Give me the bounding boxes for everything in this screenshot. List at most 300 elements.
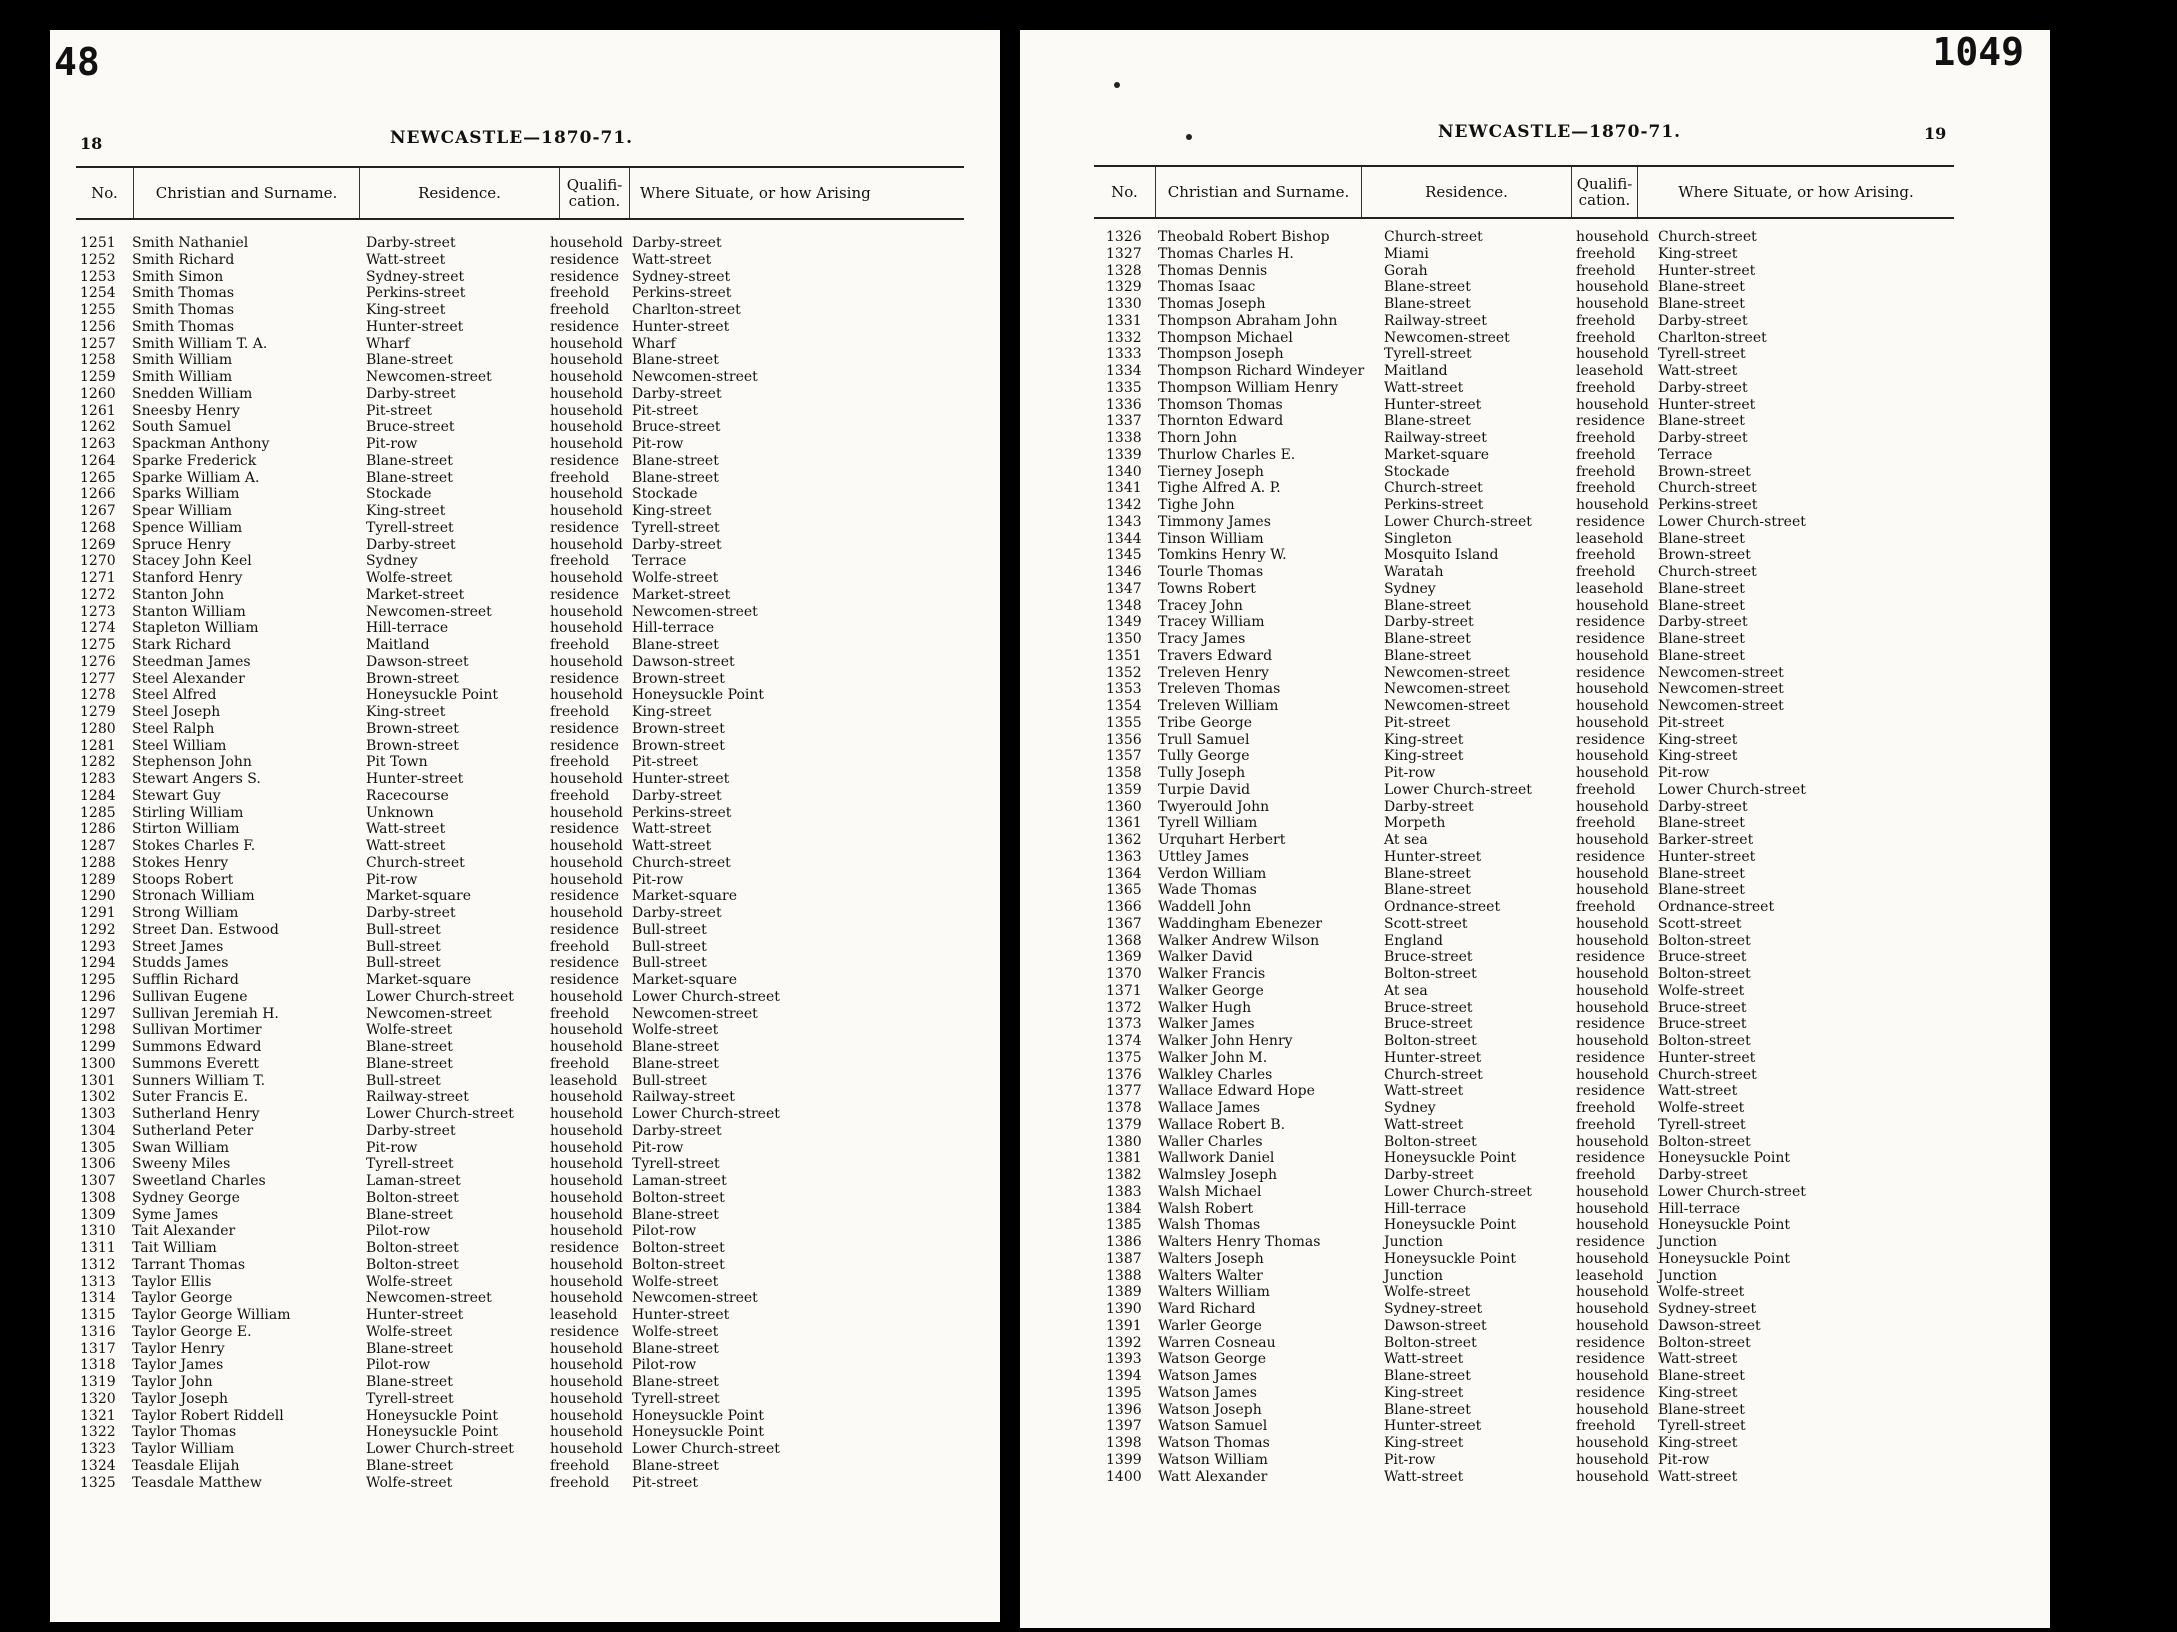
entry-name: Uttley James: [1158, 848, 1249, 865]
entry-qualification: residence: [550, 921, 620, 938]
entry-qualification: household: [550, 536, 623, 553]
entry-name: Walker Hugh: [1158, 999, 1252, 1016]
entry-where-situate: Blane-street: [632, 452, 719, 469]
entry-residence: Perkins-street: [1384, 497, 1484, 513]
entry-residence: Honeysuckle Point: [1384, 1150, 1516, 1167]
table-row: [80, 972, 960, 989]
entry-where-situate: Pit-row: [632, 436, 684, 452]
entry-name: Tomkins Henry W.: [1158, 547, 1287, 564]
entry-number: 1347: [1106, 580, 1142, 597]
entry-number: 1397: [1106, 1418, 1142, 1435]
entry-residence: Blane-street: [1384, 1368, 1471, 1384]
table-row: [80, 955, 960, 972]
table-row: [1106, 1033, 1986, 1050]
entry-number: 1309: [80, 1206, 116, 1223]
table-row: [1106, 614, 1986, 631]
entry-qualification: freehold: [1576, 446, 1636, 463]
entry-name: Walker John M.: [1158, 1049, 1268, 1066]
entry-number: 1295: [80, 972, 116, 988]
entry-number: 1288: [80, 854, 116, 871]
entry-where-situate: Barker-street: [1658, 832, 1754, 848]
entry-residence: Stockade: [1384, 463, 1450, 480]
entry-qualification: household: [550, 503, 623, 519]
entry-number: 1337: [1106, 413, 1142, 430]
entry-residence: Bull-street: [366, 1072, 441, 1089]
entry-where-situate: Perkins-street: [632, 285, 732, 302]
entry-number: 1330: [1106, 296, 1142, 312]
entry-number: 1307: [80, 1173, 116, 1189]
entry-number: 1366: [1106, 899, 1142, 915]
table-row: [80, 486, 960, 503]
entry-where-situate: Pilot-row: [632, 1357, 697, 1374]
entry-where-situate: Laman-street: [632, 1173, 727, 1189]
entry-number: 1287: [80, 838, 116, 854]
entry-number: 1293: [80, 938, 116, 955]
entry-name: Taylor George William: [132, 1307, 291, 1323]
entry-number: 1388: [1106, 1267, 1142, 1284]
entry-where-situate: Blane-street: [1658, 1368, 1745, 1384]
table-row: [80, 537, 960, 554]
table-row: [80, 754, 960, 771]
entry-residence: Bull-street: [366, 921, 441, 938]
entry-name: Twyerould John: [1158, 798, 1270, 815]
entry-number: 1362: [1106, 832, 1142, 848]
table-row: [80, 1391, 960, 1408]
entry-qualification: freehold: [1576, 815, 1636, 832]
entry-where-situate: Newcomen-street: [632, 603, 758, 620]
table-row: [80, 922, 960, 939]
entry-qualification: household: [1576, 346, 1649, 363]
entry-qualification: household: [1576, 497, 1649, 513]
entry-residence: Darby-street: [1384, 1167, 1474, 1183]
entry-number: 1270: [80, 553, 116, 570]
entry-residence: King-street: [366, 302, 446, 318]
entry-residence: Bolton-street: [1384, 966, 1477, 982]
entry-number: 1312: [80, 1256, 116, 1273]
entry-residence: Newcomen-street: [1384, 664, 1510, 681]
entry-name: Taylor Henry: [132, 1340, 225, 1357]
entry-number: 1296: [80, 988, 116, 1005]
entry-residence: Perkins-street: [366, 285, 466, 302]
entry-name: Swan William: [132, 1139, 230, 1156]
table-row: [80, 704, 960, 721]
entry-qualification: household: [550, 905, 623, 921]
table-row: [1106, 799, 1986, 816]
entry-number: 1291: [80, 905, 116, 921]
entry-where-situate: Blane-street: [632, 637, 719, 653]
table-row: [80, 1073, 960, 1090]
entry-qualification: household: [1576, 915, 1649, 932]
entry-residence: Sydney-street: [366, 268, 465, 285]
entry-qualification: household: [1576, 966, 1649, 982]
entry-residence: Watt-street: [1384, 1468, 1464, 1485]
entry-residence: Wolfe-street: [366, 570, 453, 586]
entry-number: 1384: [1106, 1200, 1142, 1217]
table-row: [1106, 849, 1986, 866]
entry-number: 1399: [1106, 1451, 1142, 1468]
entry-residence: Railway-street: [1384, 312, 1487, 329]
table-row: [1106, 1217, 1986, 1234]
entry-residence: Newcomen-street: [1384, 329, 1510, 346]
entry-name: Sutherland Peter: [132, 1122, 254, 1139]
entry-qualification: household: [550, 687, 623, 704]
entry-name: Watson James: [1158, 1368, 1257, 1384]
entry-where-situate: Watt-street: [1658, 1468, 1738, 1485]
entry-where-situate: Brown-street: [1658, 547, 1751, 564]
entry-number: 1299: [80, 1039, 116, 1055]
entry-residence: Darby-street: [366, 1122, 456, 1139]
entry-residence: Honeysuckle Point: [1384, 1217, 1516, 1234]
entry-qualification: residence: [550, 888, 620, 905]
entry-qualification: household: [550, 1290, 623, 1307]
entry-residence: Sydney: [1384, 580, 1436, 597]
entry-residence: Blane-street: [1384, 279, 1471, 296]
table-row: [80, 302, 960, 319]
entry-number: 1395: [1106, 1384, 1142, 1401]
entry-residence: Mosquito Island: [1384, 547, 1499, 564]
entry-qualification: household: [550, 385, 623, 402]
entry-where-situate: Stockade: [632, 486, 698, 503]
header-no: No.: [76, 168, 134, 218]
entry-qualification: household: [550, 771, 623, 787]
entry-where-situate: King-street: [1658, 245, 1738, 262]
entry-name: Walker John Henry: [1158, 1033, 1293, 1049]
entry-residence: Pit-street: [366, 402, 432, 419]
entry-qualification: household: [550, 653, 623, 670]
entry-residence: Market-square: [366, 972, 471, 988]
entry-qualification: freehold: [1576, 564, 1636, 580]
entry-residence: Darby-street: [1384, 798, 1474, 815]
table-row: [1106, 514, 1986, 531]
table-row: [1106, 1284, 1986, 1301]
entry-where-situate: Bull-street: [632, 921, 707, 938]
entry-where-situate: Honeysuckle Point: [1658, 1217, 1790, 1234]
left-page: [50, 30, 1000, 1622]
entry-qualification: household: [1576, 1368, 1649, 1384]
entry-where-situate: Tyrell-street: [632, 1390, 720, 1407]
table-row: [1106, 296, 1986, 313]
entry-residence: Scott-street: [1384, 915, 1468, 932]
entry-number: 1391: [1106, 1317, 1142, 1334]
entry-where-situate: Bruce-street: [632, 419, 721, 436]
entry-where-situate: Hill-terrace: [1658, 1200, 1741, 1217]
table-row: [80, 369, 960, 386]
entry-qualification: freehold: [550, 754, 610, 771]
entry-name: Walters William: [1158, 1284, 1270, 1301]
table-row: [80, 503, 960, 520]
entry-qualification: household: [550, 838, 623, 854]
entry-qualification: household: [1576, 1401, 1649, 1418]
entry-qualification: household: [1576, 932, 1649, 949]
entry-number: 1331: [1106, 312, 1142, 329]
table-row: [80, 352, 960, 369]
table-row: [1106, 882, 1986, 899]
entry-number: 1283: [80, 771, 116, 787]
table-row: [1106, 966, 1986, 983]
entry-residence: Blane-street: [366, 352, 453, 369]
entry-where-situate: Darby-street: [1658, 430, 1748, 446]
entry-residence: Dawson-street: [366, 653, 469, 670]
header-qualification: Qualifi-cation.: [1572, 167, 1638, 217]
table-row: [80, 1190, 960, 1207]
entry-number: 1251: [80, 235, 116, 251]
entry-name: South Samuel: [132, 419, 232, 436]
entry-where-situate: Market-square: [632, 972, 737, 988]
entry-name: Taylor James: [132, 1357, 224, 1374]
table-row: [1106, 1100, 1986, 1117]
entry-name: Taylor John: [132, 1374, 213, 1390]
entry-name: Tighe John: [1158, 497, 1235, 513]
entry-name: Waddingham Ebenezer: [1158, 915, 1323, 932]
entry-number: 1349: [1106, 614, 1142, 631]
entry-number: 1342: [1106, 497, 1142, 513]
entry-qualification: freehold: [1576, 1116, 1636, 1133]
entry-name: Tully Joseph: [1158, 765, 1246, 781]
entry-qualification: household: [1576, 1133, 1649, 1150]
entry-qualification: residence: [550, 586, 620, 603]
entry-name: Sparke William A.: [132, 469, 260, 486]
entry-where-situate: Tyrell-street: [632, 1156, 720, 1173]
entry-qualification: household: [1576, 882, 1649, 899]
entry-where-situate: Newcomen-street: [632, 369, 758, 385]
table-row: [80, 855, 960, 872]
entry-qualification: household: [550, 603, 623, 620]
entry-number: 1308: [80, 1189, 116, 1206]
entry-where-situate: King-street: [1658, 1435, 1738, 1451]
entry-name: Stacey John Keel: [132, 553, 252, 570]
entry-residence: Watt-street: [1384, 1083, 1464, 1100]
entry-residence: Blane-street: [1384, 296, 1471, 312]
entry-name: Treleven Thomas: [1158, 681, 1281, 698]
entry-residence: Wolfe-street: [1384, 1284, 1471, 1301]
entry-where-situate: Wolfe-street: [1658, 982, 1745, 999]
table-row: [1106, 1335, 1986, 1352]
entry-where-situate: Pit-row: [632, 1139, 684, 1156]
entry-qualification: freehold: [1576, 312, 1636, 329]
entry-residence: Railway-street: [1384, 430, 1487, 446]
entry-name: Thurlow Charles E.: [1158, 446, 1296, 463]
entry-residence: Blane-street: [366, 1206, 453, 1223]
entry-residence: Blane-street: [366, 452, 453, 469]
entry-where-situate: Brown-street: [1658, 463, 1751, 480]
entry-residence: Wolfe-street: [366, 1323, 453, 1340]
entry-name: Smith William: [132, 352, 233, 369]
entry-qualification: household: [550, 1206, 623, 1223]
entry-residence: Newcomen-street: [366, 369, 492, 385]
table-row: [1106, 899, 1986, 916]
table-row: [1106, 581, 1986, 598]
table-row: [1106, 229, 1986, 246]
table-row: [1106, 1201, 1986, 1218]
table-row: [1106, 279, 1986, 296]
entry-qualification: household: [550, 1256, 623, 1273]
entry-where-situate: Wolfe-street: [632, 570, 719, 586]
table-row: [1106, 1351, 1986, 1368]
entry-name: Taylor Thomas: [132, 1424, 237, 1441]
entry-number: 1383: [1106, 1183, 1142, 1200]
entry-number: 1373: [1106, 1016, 1142, 1033]
entry-where-situate: Blane-street: [632, 1374, 719, 1390]
entry-qualification: freehold: [1576, 430, 1636, 446]
entry-number: 1278: [80, 687, 116, 704]
entry-where-situate: Blane-street: [632, 1039, 719, 1055]
entry-name: Tarrant Thomas: [132, 1256, 246, 1273]
ink-dot: [1114, 82, 1120, 88]
entry-number: 1298: [80, 1022, 116, 1039]
entry-qualification: freehold: [1576, 1418, 1636, 1435]
entry-residence: Brown-street: [366, 720, 459, 737]
entry-where-situate: Scott-street: [1658, 915, 1742, 932]
entry-name: Turpie David: [1158, 781, 1251, 798]
entry-number: 1380: [1106, 1133, 1142, 1150]
entry-where-situate: Blane-street: [1658, 279, 1745, 296]
entry-number: 1344: [1106, 530, 1142, 547]
table-row: [1106, 346, 1986, 363]
entry-qualification: household: [550, 486, 623, 503]
entry-qualification: household: [1576, 865, 1649, 882]
entry-residence: Pit-row: [1384, 765, 1436, 781]
entry-name: Treleven Henry: [1158, 664, 1269, 681]
entry-residence: Bolton-street: [1384, 1334, 1477, 1351]
entry-where-situate: Hunter-street: [1658, 1049, 1756, 1066]
entry-residence: Wolfe-street: [366, 1474, 453, 1491]
entry-where-situate: King-street: [632, 704, 712, 720]
entry-number: 1358: [1106, 765, 1142, 781]
entry-name: Ward Richard: [1158, 1301, 1256, 1317]
entry-qualification: residence: [1576, 848, 1646, 865]
table-row: [1106, 1234, 1986, 1251]
entry-name: Spear William: [132, 503, 233, 519]
entry-qualification: household: [1576, 999, 1649, 1016]
entry-where-situate: Blane-street: [632, 469, 719, 486]
table-row: [1106, 1435, 1986, 1452]
table-row: [1106, 313, 1986, 330]
entry-where-situate: Bolton-street: [1658, 1133, 1751, 1150]
table-row: [80, 1408, 960, 1425]
entry-where-situate: Blane-street: [1658, 815, 1745, 832]
entry-residence: Lower Church-street: [1384, 1183, 1532, 1200]
entry-number: 1323: [80, 1441, 116, 1457]
entry-qualification: freehold: [550, 1005, 610, 1022]
entry-residence: King-street: [1384, 731, 1464, 748]
entry-qualification: freehold: [550, 469, 610, 486]
entry-name: Stirling William: [132, 804, 244, 821]
entry-number: 1394: [1106, 1368, 1142, 1384]
entry-name: Tourle Thomas: [1158, 564, 1264, 580]
entry-name: Sutherland Henry: [132, 1106, 260, 1122]
entry-residence: Watt-street: [1384, 1116, 1464, 1133]
entry-number: 1281: [80, 737, 116, 754]
entry-number: 1321: [80, 1407, 116, 1424]
entry-where-situate: Terrace: [632, 553, 687, 570]
entry-number: 1363: [1106, 848, 1142, 865]
entry-qualification: residence: [1576, 1384, 1646, 1401]
entry-number: 1264: [80, 452, 116, 469]
header-where-situate: Where Situate, or how Arising.: [1678, 183, 1914, 201]
entry-residence: Hill-terrace: [1384, 1200, 1467, 1217]
entry-qualification: freehold: [1576, 1167, 1636, 1183]
entry-qualification: household: [1576, 1284, 1649, 1301]
entry-number: 1325: [80, 1474, 116, 1491]
entry-name: Summons Everett: [132, 1055, 259, 1072]
entry-number: 1300: [80, 1055, 116, 1072]
entry-residence: Waratah: [1384, 564, 1444, 580]
entry-number: 1368: [1106, 932, 1142, 949]
table-row: [1106, 464, 1986, 481]
entry-name: Steel Alfred: [132, 687, 217, 704]
entry-where-situate: Church-street: [1658, 229, 1757, 245]
table-row: [80, 1123, 960, 1140]
entry-residence: Junction: [1384, 1234, 1444, 1250]
entry-qualification: household: [1576, 1451, 1649, 1468]
entry-where-situate: Honeysuckle Point: [1658, 1150, 1790, 1167]
entry-qualification: freehold: [1576, 379, 1636, 396]
entry-number: 1253: [80, 268, 116, 285]
entry-qualification: household: [1576, 1468, 1649, 1485]
entry-where-situate: Watt-street: [632, 821, 712, 838]
entry-number: 1303: [80, 1106, 116, 1122]
entry-name: Tierney Joseph: [1158, 463, 1264, 480]
entry-number: 1311: [80, 1240, 116, 1256]
table-header: [76, 166, 964, 220]
entry-qualification: household: [550, 804, 623, 821]
entry-name: Smith Thomas: [132, 302, 235, 318]
entry-where-situate: Honeysuckle Point: [632, 1424, 764, 1441]
entry-qualification: household: [1576, 647, 1649, 664]
entry-name: Street James: [132, 938, 224, 955]
entry-number: 1370: [1106, 966, 1142, 982]
entry-qualification: household: [1576, 714, 1649, 731]
entry-where-situate: Newcomen-street: [1658, 664, 1784, 681]
entry-qualification: residence: [1576, 1150, 1646, 1167]
entry-name: Tait Alexander: [132, 1223, 236, 1240]
entry-where-situate: King-street: [1658, 748, 1738, 765]
table-row: [80, 1374, 960, 1391]
entry-residence: Watt-street: [366, 251, 446, 268]
entry-residence: Blane-street: [366, 1457, 453, 1474]
entry-number: 1355: [1106, 714, 1142, 731]
entry-number: 1314: [80, 1290, 116, 1307]
entry-number: 1350: [1106, 631, 1142, 647]
table-row: [80, 888, 960, 905]
entry-where-situate: Perkins-street: [1658, 497, 1758, 513]
entry-name: Thorn John: [1158, 430, 1238, 446]
entry-qualification: freehold: [1576, 547, 1636, 564]
entry-qualification: freehold: [1576, 480, 1636, 497]
table-row: [1106, 246, 1986, 263]
right-page: [1020, 30, 2050, 1628]
entry-where-situate: Pit-street: [1658, 714, 1724, 731]
entry-number: 1324: [80, 1457, 116, 1474]
entry-number: 1339: [1106, 446, 1142, 463]
entry-where-situate: Newcomen-street: [632, 1290, 758, 1307]
entry-where-situate: Market-square: [632, 888, 737, 905]
entry-residence: Wolfe-street: [366, 1022, 453, 1039]
entry-where-situate: Blane-street: [1658, 647, 1745, 664]
table-row: [80, 1341, 960, 1358]
entry-where-situate: Darby-street: [632, 905, 722, 921]
entry-residence: Hunter-street: [1384, 1049, 1482, 1066]
entry-where-situate: Bolton-street: [1658, 1033, 1751, 1049]
entry-where-situate: Sydney-street: [632, 268, 731, 285]
table-row: [80, 1424, 960, 1441]
table-row: [80, 269, 960, 286]
entry-qualification: household: [550, 1407, 623, 1424]
entry-qualification: household: [550, 854, 623, 871]
entry-number: 1316: [80, 1323, 116, 1340]
entry-residence: Hunter-street: [1384, 1418, 1482, 1435]
table-row: [1106, 1067, 1986, 1084]
